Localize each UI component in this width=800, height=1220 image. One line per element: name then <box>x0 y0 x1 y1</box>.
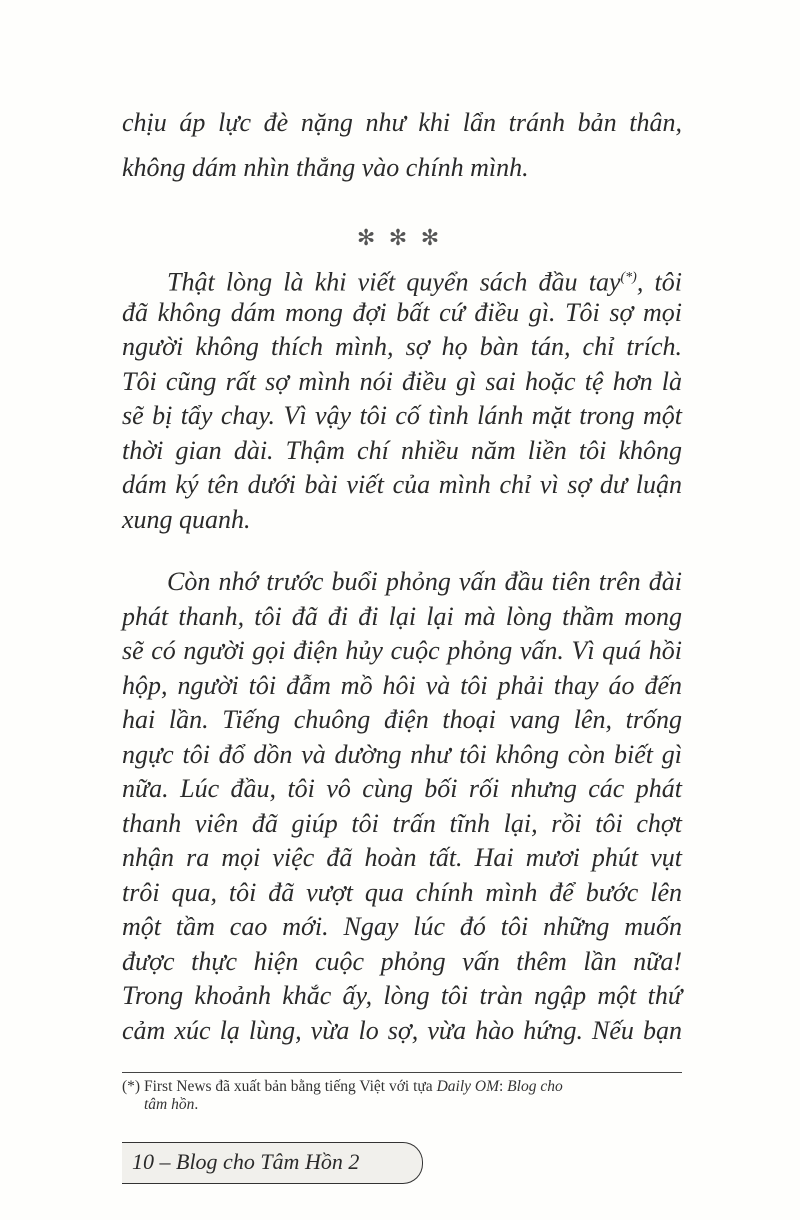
text-line: trôi qua, tôi đã vượt qua chính mình để bước lên <box>122 877 682 907</box>
text-line: một tầm cao mới. Ngay lúc đó tôi những muốn <box>122 912 682 941</box>
text-line: Tôi cũng rất sợ mình nói điều gì sai hoặc tệ hơn là <box>122 366 682 396</box>
text-line: Thật lòng là khi viết quyển sách đầu tay(*), tôi <box>167 267 682 297</box>
text-line: hộp, người tôi đẫm mồ hôi và tôi phải thay áo đến <box>122 670 682 700</box>
text-line: xung quanh. <box>122 504 251 534</box>
footnote-title: Blog cho <box>507 1078 563 1095</box>
footnote-ref: (*) <box>620 270 637 285</box>
text-line: nữa. Lúc đầu, tôi vô cùng bối rối nhưng các phát <box>122 774 682 803</box>
text-line: sẽ bị tẩy chay. Vì vậy tôi cố tình lánh mặt trong một <box>122 401 682 430</box>
footnote-text: First News đã xuất bản bằng tiếng Việt với tựa <box>143 1078 433 1095</box>
text-line: người không thích mình, sợ họ bàn tán, chỉ trích. <box>122 332 682 361</box>
text-line: dám ký tên dưới bài viết của mình chỉ vì sợ dư luận <box>122 470 682 499</box>
text-line: nhận ra mọi việc đã hoàn tất. Hai mươi phút vụt <box>122 843 682 872</box>
text-line: Trong khoảnh khắc ấy, lòng tôi tràn ngập một thứ <box>122 981 682 1010</box>
text-line: hai lần. Tiếng chuông điện thoại vang lên, trống <box>122 705 682 734</box>
text-line: Còn nhớ trước buổi phỏng vấn đầu tiên trên đài <box>167 567 682 596</box>
text-line: không dám nhìn thẳng vào chính mình. <box>122 153 529 182</box>
text-line: sẽ có người gọi điện hủy cuộc phỏng vấn. Vì quá hồi <box>122 636 682 665</box>
text-line: phát thanh, tôi đã đi đi lại lại mà lòng thầm mong <box>122 601 682 631</box>
footnote-end: . <box>194 1096 199 1113</box>
footnote-title: tâm hồn <box>144 1096 195 1113</box>
text-line: thanh viên đã giúp tôi trấn tĩnh lại, rồi tôi chợt <box>122 808 682 838</box>
text-line: thời gian dài. Thậm chí nhiều năm liền tôi không <box>122 435 682 465</box>
text: Thật lòng là khi viết quyển sách đầu tay <box>167 267 621 297</box>
page-number-title: 10 – Blog cho Tâm Hồn 2 <box>132 1149 360 1174</box>
footnote-sep: : <box>498 1078 504 1095</box>
page-footer <box>122 1142 423 1184</box>
section-separator: ✻ ✻ ✻ <box>356 225 444 250</box>
text-line: chịu áp lực đè nặng như khi lẩn tránh bản thân, <box>122 108 682 137</box>
footnote-title: Daily OM <box>436 1078 499 1095</box>
text-line: cảm xúc lạ lùng, vừa lo sợ, vừa hào hứng. Nếu bạn <box>122 1015 682 1045</box>
text-line: đã không dám mong đợi bất cứ điều gì. Tôi sợ mọi <box>122 297 682 327</box>
footnote-divider <box>122 1072 682 1073</box>
footnote <box>122 1078 682 1114</box>
text-line: được thực hiện cuộc phỏng vấn thêm lần nữa! <box>122 946 682 976</box>
text-line: ngực tôi đổ dồn và dường như tôi không còn biết gì <box>122 739 682 769</box>
text: tôi <box>654 267 682 297</box>
footnote-marker: (*) <box>122 1078 141 1095</box>
